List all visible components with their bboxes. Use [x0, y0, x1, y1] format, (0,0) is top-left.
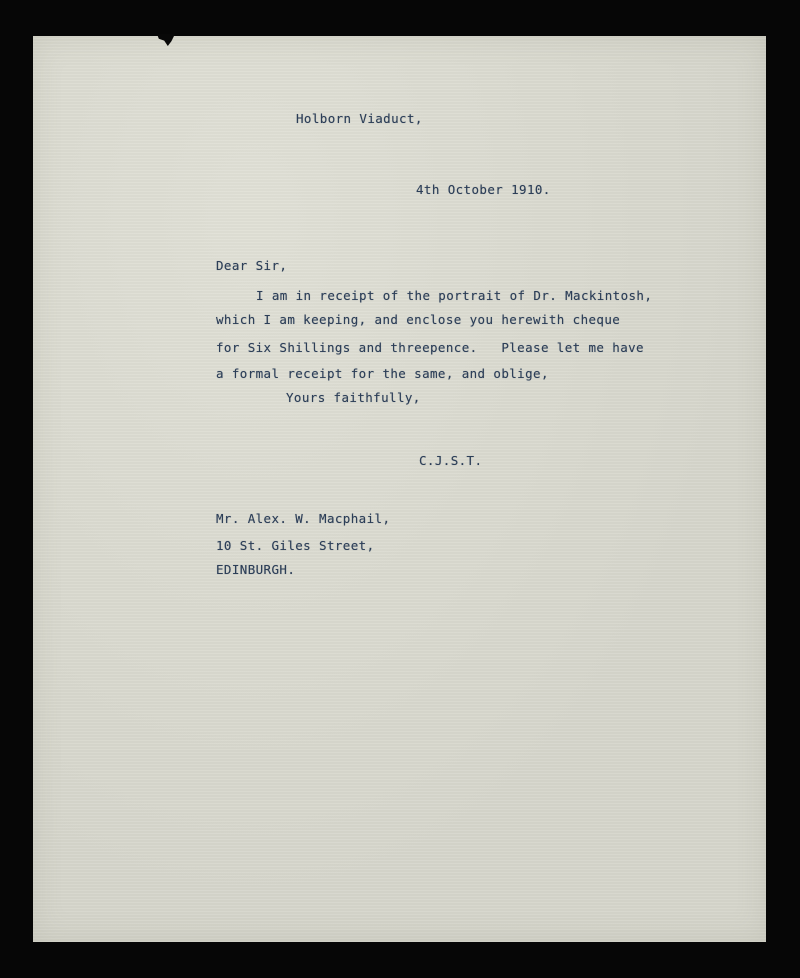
body-line: I am in receipt of the portrait of Dr. Mackintosh, [256, 288, 653, 303]
address-line: Holborn Viaduct, [296, 111, 423, 126]
recipient-city: EDINBURGH. [216, 562, 296, 577]
body-line: for Six Shillings and threepence. Please let me have [216, 340, 644, 355]
recipient-name: Mr. Alex. W. Macphail, [216, 511, 391, 526]
body-line: a formal receipt for the same, and oblige, [216, 366, 549, 381]
letter-date: 4th October 1910. [416, 182, 551, 197]
body-line: which I am keeping, and enclose you herewith cheque [216, 312, 621, 327]
closing: Yours faithfully, [286, 390, 421, 405]
letter-page [33, 36, 766, 942]
salutation: Dear Sir, [216, 258, 288, 273]
signature-initials: C.J.S.T. [419, 453, 483, 468]
recipient-street: 10 St. Giles Street, [216, 538, 375, 553]
